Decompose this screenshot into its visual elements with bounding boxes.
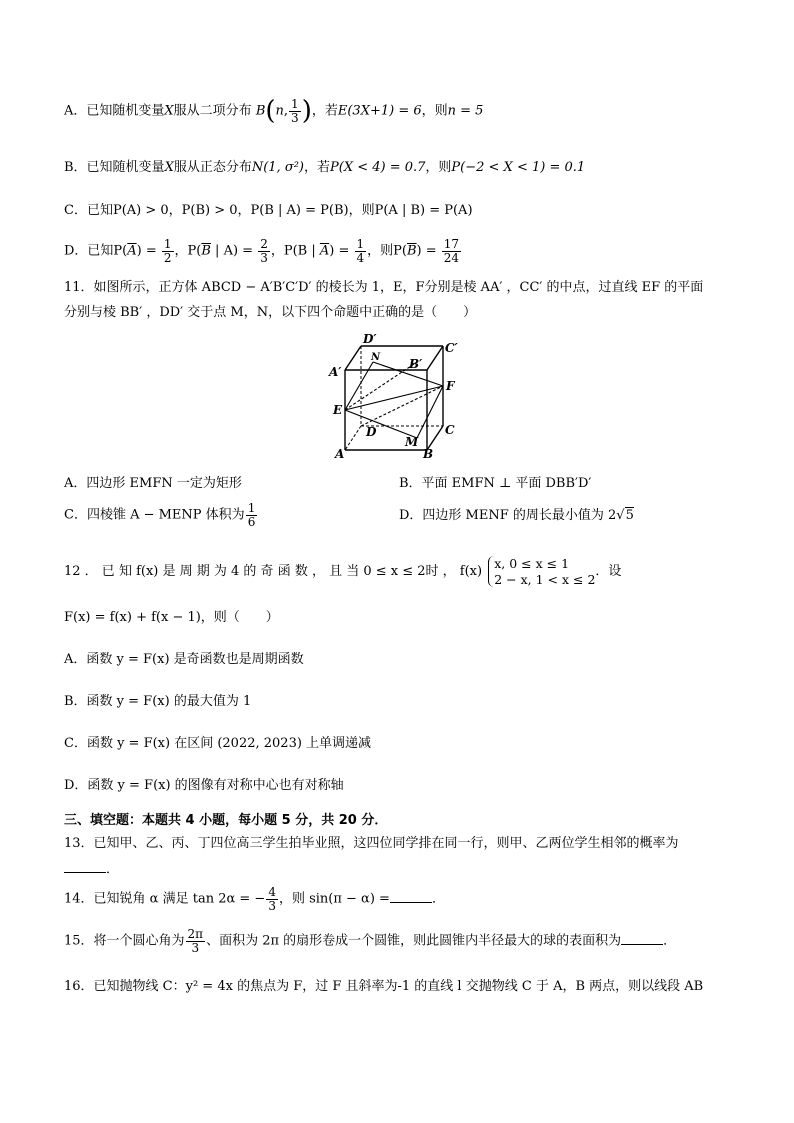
q14-stem: 14．已知锐角 α 满足 tan 2α = − $\frac{4}{3}$ ，则 sin(π − α) = ．: [64, 885, 445, 913]
answer-blank[interactable]: [390, 890, 432, 903]
label-n: N: [371, 352, 381, 363]
label-f: F: [446, 379, 455, 393]
q12-option-d: D．函数 y = F(x) 的图像有对称中心也有对称轴: [64, 778, 344, 793]
label-bp: B′: [409, 357, 423, 371]
label-d: D: [366, 425, 377, 439]
label-a: A: [335, 447, 345, 460]
q11-option-c: C．四棱锥 A − MENP 体积为 $\frac{1}{6}$: [64, 501, 256, 529]
q10-option-a: A．已知随机变量X服从二项分布 B(n, $\frac{1}{3}$ )，若E(3X+1) = 6，则n = 5: [64, 96, 484, 127]
cube-figure: [325, 332, 465, 460]
label-b: B: [423, 447, 434, 460]
label-ap: A′: [329, 365, 342, 379]
q12-stem-line2: F(x) = f(x) + f(x − 1)，则（ ）: [64, 610, 279, 625]
q11-option-d: D．四边形 MENF 的周长最小值为 2√5: [399, 508, 634, 523]
label-m: M: [405, 435, 419, 449]
label-e: E: [333, 403, 343, 417]
q15-stem: 15．将一个圆心角为 $\frac{2\pi}{3}$ 、面积为 2π 的扇形卷成一个圆锥，则此圆锥内半径最大的球的表面积为 ．: [64, 927, 677, 955]
q11-option-a: A．四边形 EMFN 一定为矩形: [64, 476, 242, 491]
label-cp: C′: [445, 341, 458, 355]
q11-option-b: B．平面 EMFN ⊥ 平面 DBB′D′: [399, 476, 592, 491]
q10-option-c: C．已知P(A) > 0，P(B) > 0，P(B | A) = P(B)，则P(A | B) = P(A): [64, 203, 473, 218]
piecewise-function: x, 0 ≤ x ≤ 1 2 − x, 1 < x ≤ 2: [488, 556, 595, 587]
q11-stem-line1: 11．如图所示，正方体 ABCD − A′B′C′D′ 的棱长为 1，E，F分别是棱 AA′ ，CC′ 的中点，过直线 EF 的平面: [64, 280, 704, 295]
q12-option-b: B．函数 y = F(x) 的最大值为 1: [64, 694, 252, 709]
section-heading: 三、填空题：本题共 4 小题，每小题 5 分，共 20 分．: [64, 813, 388, 828]
q13-stem: 13．已知甲、乙、丙、丁四位高三学生拍毕业照，这四位同学排在同一行，则甲、乙两位学生相邻的概率为: [64, 836, 679, 851]
q12-option-c: C．函数 y = F(x) 在区间 (2022, 2023) 上单调递减: [64, 736, 372, 751]
label-c: C: [445, 423, 455, 437]
q12-option-a: A．函数 y = F(x) 是奇函数也是周期函数: [64, 652, 304, 667]
answer-blank[interactable]: [64, 860, 106, 873]
q10-option-d: D．已知$P(\overline{A})$ = $\frac{1}{2}$ ，$P(\overline{B}$ | A) = $\frac{2}{3}$ ，P(B | $\overline{A}$) = $\frac{1}{4}$ ，则$P(\overline{B})$ = $\frac{17}{24}$: [64, 237, 460, 265]
label-dp: D′: [363, 332, 377, 346]
q10-option-b: B．已知随机变量X服从正态分布N(1, σ²)，若P(X < 4) = 0.7，则P(−2 < X < 1) = 0.1: [64, 160, 586, 175]
q16-stem: 16．已知抛物线 C：y² = 4x 的焦点为 F，过 F 且斜率为-1 的直线 l 交抛物线 C 于 A，B 两点，则以线段 AB: [64, 979, 704, 994]
answer-blank[interactable]: [621, 932, 663, 945]
fraction: $\frac{1}{3}$: [291, 97, 299, 125]
q11-stem-line2: 分别与棱 BB′ ，DD′ 交于点 M，N，以下四个命题中正确的是（ ）: [64, 305, 477, 320]
q13-answer-line: ．: [64, 860, 119, 878]
cube-diagram: [325, 332, 465, 460]
q12-stem-line1: 12 ． 已 知 f(x) 是 周 期 为 4 的 奇 函 数 ， 且 当 0 ≤ x ≤ 2时 ， f(x) x, 0 ≤ x ≤ 1 2 − x, 1 < x ≤ 2 ．设: [64, 556, 622, 587]
